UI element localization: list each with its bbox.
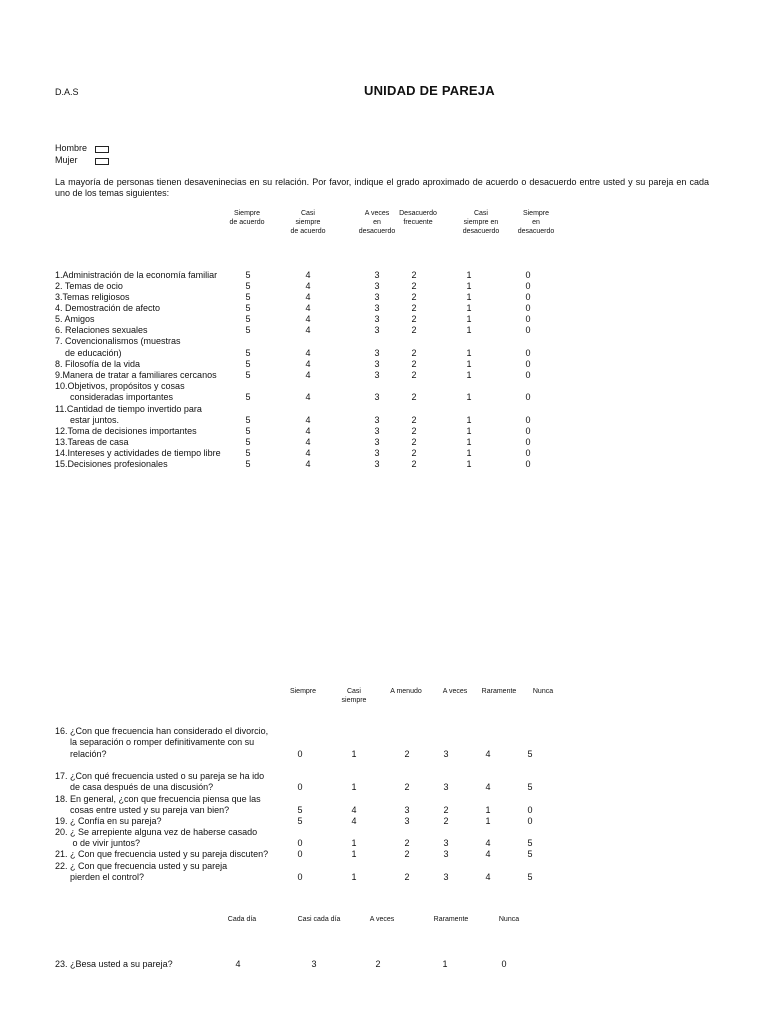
score-value[interactable]: 3 [443, 782, 449, 792]
score-value[interactable]: 3 [443, 749, 449, 759]
score-value[interactable]: 1 [466, 270, 472, 280]
score-value[interactable]: 2 [411, 292, 417, 302]
score-value[interactable]: 4 [305, 359, 311, 369]
score-value[interactable]: 3 [374, 270, 380, 280]
score-value[interactable]: 5 [527, 849, 533, 859]
question-label: estar juntos. [55, 415, 120, 425]
score-value[interactable]: 3 [374, 325, 380, 335]
score-value[interactable]: 4 [305, 415, 311, 425]
score-value[interactable]: 5 [527, 872, 533, 882]
score-value[interactable]: 3 [374, 292, 380, 302]
score-value[interactable]: 4 [305, 325, 311, 335]
question-label: 14.Intereses y actividades de tiempo libre [55, 448, 221, 458]
question-label: 18. En general, ¿con que frecuencia piensa que las [55, 794, 261, 804]
score-value[interactable]: 2 [411, 314, 417, 324]
column-header: Casi siempre de acuerdo [290, 210, 326, 235]
document-title: UNIDAD DE PAREJA [364, 83, 495, 98]
score-value[interactable]: 3 [374, 415, 380, 425]
column-header: Desacuerdo frecuente [399, 210, 437, 226]
score-value[interactable]: 2 [411, 281, 417, 291]
column-header: A veces [369, 916, 395, 923]
score-value[interactable]: 1 [466, 303, 472, 313]
score-value[interactable]: 0 [525, 281, 531, 291]
score-value[interactable]: 1 [485, 816, 491, 826]
score-value[interactable]: 4 [485, 849, 491, 859]
score-value[interactable]: 2 [404, 782, 410, 792]
question-label: 7. Covencionalismos (muestras [55, 336, 181, 346]
score-value[interactable]: 0 [525, 415, 531, 425]
instructions-text: La mayoría de personas tienen desaveninecias en su relación. Por favor, indique el grado aproximado de acuerdo o desacuerdo entre usted y su pareja en cada uno de los temas siguientes: [55, 177, 709, 198]
score-value[interactable]: 3 [404, 816, 410, 826]
column-header: Raramente [433, 916, 469, 923]
score-value[interactable]: 2 [404, 749, 410, 759]
score-value[interactable]: 2 [375, 959, 381, 969]
score-value[interactable]: 3 [374, 448, 380, 458]
score-value[interactable]: 4 [305, 370, 311, 380]
score-value[interactable]: 5 [245, 359, 251, 369]
question-label: 12.Toma de decisiones importantes [55, 426, 197, 436]
score-value[interactable]: 2 [411, 325, 417, 335]
score-value[interactable]: 2 [411, 370, 417, 380]
score-value[interactable]: 1 [485, 805, 491, 815]
score-value[interactable]: 1 [466, 437, 472, 447]
score-value[interactable]: 2 [411, 426, 417, 436]
question-label: 1.Administración de la economía familiar [55, 270, 218, 280]
score-value[interactable]: 5 [245, 437, 251, 447]
question-label: de casa después de una discusión? [55, 782, 214, 792]
score-value[interactable]: 4 [305, 392, 311, 402]
score-value[interactable]: 5 [245, 459, 251, 469]
score-value[interactable]: 5 [245, 303, 251, 313]
score-value[interactable]: 1 [466, 426, 472, 436]
score-value[interactable]: 1 [466, 281, 472, 291]
score-value[interactable]: 0 [525, 448, 531, 458]
score-value[interactable]: 2 [411, 359, 417, 369]
column-header: A veces en desacuerdo [358, 210, 396, 235]
score-value[interactable]: 1 [466, 415, 472, 425]
score-value[interactable]: 4 [305, 448, 311, 458]
score-value[interactable]: 5 [527, 838, 533, 848]
score-value[interactable]: 2 [443, 805, 449, 815]
score-value[interactable]: 5 [245, 415, 251, 425]
score-value[interactable]: 2 [404, 838, 410, 848]
score-value[interactable]: 1 [466, 392, 472, 402]
score-value[interactable]: 1 [466, 459, 472, 469]
question-label: relación? [55, 749, 107, 759]
score-value[interactable]: 0 [297, 838, 303, 848]
score-value[interactable]: 5 [297, 816, 303, 826]
question-label: 6. Relaciones sexuales [55, 325, 148, 335]
question-label: pierden el control? [55, 872, 145, 882]
question-label: de educación) [55, 348, 122, 358]
question-label: 22. ¿ Con que frecuencia usted y su pareja [55, 861, 228, 871]
score-value[interactable]: 0 [297, 872, 303, 882]
score-value[interactable]: 1 [351, 749, 357, 759]
score-value[interactable]: 0 [525, 426, 531, 436]
question-label: o de vivir juntos? [55, 838, 141, 848]
score-value[interactable]: 1 [351, 849, 357, 859]
question-label: cosas entre usted y su pareja van bien? [55, 805, 230, 815]
column-header: Casi siempre en desacuerdo [462, 210, 500, 235]
question-label: 23. ¿Besa usted a su pareja? [55, 959, 173, 969]
score-value[interactable]: 5 [245, 314, 251, 324]
column-header: Cada día [227, 916, 257, 923]
column-header: Casi cada día [297, 916, 341, 923]
score-value[interactable]: 1 [466, 314, 472, 324]
score-value[interactable]: 0 [525, 437, 531, 447]
question-label: 2. Temas de ocio [55, 281, 123, 291]
score-value[interactable]: 4 [485, 838, 491, 848]
score-value[interactable]: 4 [351, 816, 357, 826]
female-checkbox[interactable] [95, 158, 109, 165]
score-value[interactable]: 4 [485, 749, 491, 759]
question-label: 11.Cantidad de tiempo invertido para [55, 404, 202, 414]
question-label: 4. Demostración de afecto [55, 303, 161, 313]
score-value[interactable]: 4 [305, 270, 311, 280]
column-header: A menudo [390, 688, 422, 695]
score-value[interactable]: 3 [443, 872, 449, 882]
score-value[interactable]: 5 [245, 370, 251, 380]
score-value[interactable]: 0 [297, 749, 303, 759]
question-label: 16. ¿Con que frecuencia han considerado el divorcio, [55, 726, 269, 736]
score-value[interactable]: 0 [525, 314, 531, 324]
score-value[interactable]: 5 [245, 348, 251, 358]
question-label: 20. ¿ Se arrepiente alguna vez de haberse casado [55, 827, 258, 837]
question-label: 10.Objetivos, propósitos y cosas [55, 381, 185, 391]
female-label: Mujer [55, 155, 78, 165]
question-label: 13.Tareas de casa [55, 437, 129, 447]
score-value[interactable]: 3 [443, 849, 449, 859]
score-value[interactable]: 5 [527, 749, 533, 759]
score-value[interactable]: 1 [351, 782, 357, 792]
score-value[interactable]: 5 [527, 782, 533, 792]
score-value[interactable]: 4 [235, 959, 241, 969]
score-value[interactable]: 4 [485, 872, 491, 882]
score-value[interactable]: 0 [525, 348, 531, 358]
score-value[interactable]: 2 [411, 270, 417, 280]
score-value[interactable]: 3 [374, 348, 380, 358]
question-label: 17. ¿Con qué frecuencia usted o su pareja se ha ido [55, 771, 265, 781]
score-value[interactable]: 0 [297, 849, 303, 859]
score-value[interactable]: 0 [527, 816, 533, 826]
column-header: Siempre en desacuerdo [517, 210, 555, 235]
score-value[interactable]: 0 [525, 459, 531, 469]
score-value[interactable]: 2 [411, 448, 417, 458]
score-value[interactable]: 1 [442, 959, 448, 969]
score-value[interactable]: 0 [501, 959, 507, 969]
score-value[interactable]: 0 [525, 370, 531, 380]
score-value[interactable]: 1 [466, 348, 472, 358]
score-value[interactable]: 4 [305, 314, 311, 324]
score-value[interactable]: 4 [485, 782, 491, 792]
score-value[interactable]: 2 [443, 816, 449, 826]
score-value[interactable]: 3 [374, 459, 380, 469]
question-label: 21. ¿ Con que frecuencia usted y su pareja discuten? [55, 849, 269, 859]
score-value[interactable]: 5 [245, 448, 251, 458]
score-value[interactable]: 1 [466, 359, 472, 369]
score-value[interactable]: 4 [351, 805, 357, 815]
score-value[interactable]: 3 [374, 314, 380, 324]
score-value[interactable]: 3 [374, 370, 380, 380]
score-value[interactable]: 1 [351, 872, 357, 882]
score-value[interactable]: 5 [245, 281, 251, 291]
score-value[interactable]: 3 [374, 437, 380, 447]
score-value[interactable]: 3 [404, 805, 410, 815]
score-value[interactable]: 1 [351, 838, 357, 848]
column-header: Nunca [498, 916, 520, 923]
score-value[interactable]: 3 [374, 392, 380, 402]
score-value[interactable]: 2 [411, 459, 417, 469]
question-label: 8. Filosofía de la vida [55, 359, 141, 369]
question-label: 3.Temas religiosos [55, 292, 130, 302]
score-value[interactable]: 5 [297, 805, 303, 815]
question-label: consideradas importantes [55, 392, 174, 402]
score-value[interactable]: 2 [411, 415, 417, 425]
score-value[interactable]: 5 [245, 270, 251, 280]
score-value[interactable]: 4 [305, 437, 311, 447]
score-value[interactable]: 1 [466, 370, 472, 380]
score-value[interactable]: 0 [525, 303, 531, 313]
column-header: Casi siempre [341, 688, 367, 704]
score-value[interactable]: 3 [311, 959, 317, 969]
column-header: Nunca [532, 688, 554, 695]
score-value[interactable]: 5 [245, 325, 251, 335]
score-value[interactable]: 1 [466, 292, 472, 302]
male-checkbox[interactable] [95, 146, 109, 153]
question-label: 9.Manera de tratar a familiares cercanos [55, 370, 217, 380]
score-value[interactable]: 2 [404, 872, 410, 882]
score-value[interactable]: 5 [245, 292, 251, 302]
score-value[interactable]: 4 [305, 426, 311, 436]
score-value[interactable]: 3 [374, 359, 380, 369]
score-value[interactable]: 1 [466, 448, 472, 458]
column-header: Siempre de acuerdo [229, 210, 265, 226]
score-value[interactable]: 2 [411, 348, 417, 358]
score-value[interactable]: 2 [411, 303, 417, 313]
question-label: 19. ¿ Confía en su pareja? [55, 816, 162, 826]
score-value[interactable]: 5 [245, 392, 251, 402]
score-value[interactable]: 2 [404, 849, 410, 859]
score-value[interactable]: 4 [305, 281, 311, 291]
score-value[interactable]: 4 [305, 459, 311, 469]
score-value[interactable]: 3 [443, 838, 449, 848]
score-value[interactable]: 0 [525, 270, 531, 280]
score-value[interactable]: 2 [411, 392, 417, 402]
score-value[interactable]: 4 [305, 303, 311, 313]
score-value[interactable]: 3 [374, 303, 380, 313]
score-value[interactable]: 0 [525, 325, 531, 335]
score-value[interactable]: 0 [297, 782, 303, 792]
score-value[interactable]: 1 [466, 325, 472, 335]
score-value[interactable]: 5 [245, 426, 251, 436]
score-value[interactable]: 0 [525, 392, 531, 402]
question-label: 15.Decisiones profesionales [55, 459, 168, 469]
score-value[interactable]: 3 [374, 281, 380, 291]
column-header: Raramente [481, 688, 517, 695]
score-value[interactable]: 3 [374, 426, 380, 436]
score-value[interactable]: 4 [305, 292, 311, 302]
score-value[interactable]: 0 [527, 805, 533, 815]
male-label: Hombre [55, 143, 88, 153]
score-value[interactable]: 4 [305, 348, 311, 358]
score-value[interactable]: 2 [411, 437, 417, 447]
score-value[interactable]: 0 [525, 359, 531, 369]
score-value[interactable]: 0 [525, 292, 531, 302]
document-code: D.A.S [55, 87, 79, 97]
column-header: A veces [442, 688, 468, 695]
question-label: 5. Amigos [55, 314, 95, 324]
question-label: la separación o romper definitivamente con su [55, 737, 255, 747]
column-header: Siempre [289, 688, 317, 695]
